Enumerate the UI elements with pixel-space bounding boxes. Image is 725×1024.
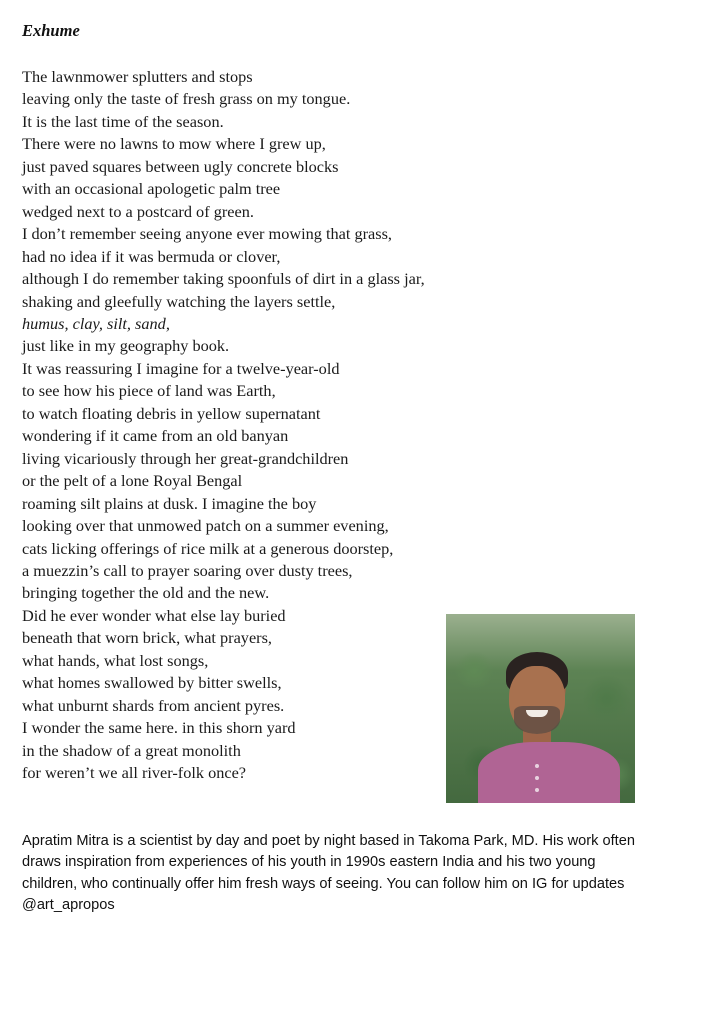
author-bio [22,831,702,917]
poem-line: living vicariously through her great-grandchildren [22,448,349,468]
poem-line: cats licking offerings of rice milk at a generous doorstep, [22,538,394,558]
photo-shirt-button [535,764,539,768]
poem-line: The lawnmower splutters and stops [22,67,253,86]
bio-line: children, who continually offer him fresh ways of seeing. You can follow him on IG for updates [22,875,625,892]
poem-body [22,66,425,785]
poem-line: what hands, what lost songs, [22,650,209,670]
poem-line: roaming silt plains at dusk. I imagine the boy [22,493,317,513]
poem-line: just like in my geography book. [22,336,230,356]
poem-line: wondering if it came from an old banyan [22,426,289,446]
poem-line: what unburnt shards from ancient pyres. [22,695,285,715]
poem-line: what homes swallowed by bitter swells, [22,673,282,693]
poem-title: Exhume [22,21,80,40]
poem-line: leaving only the taste of fresh grass on my tongue. [22,89,351,109]
poem-line: wedged next to a postcard of green. [22,201,254,221]
poem-line: I wonder the same here. in this shorn yard [22,718,296,738]
poem-line: I don’t remember seeing anyone ever mowing that grass, [22,224,392,244]
photo-shirt-button [535,776,539,780]
poem-line: Did he ever wonder what else lay buried [22,605,286,625]
photo-shirt [478,742,620,803]
poem-line: to watch floating debris in yellow supernatant [22,403,321,423]
poem-line: for weren’t we all river-folk once? [22,763,247,783]
poem-line: with an occasional apologetic palm tree [22,179,281,199]
photo-shirt-button [535,788,539,792]
photo-smile [526,710,548,717]
bio-handle: @art_apropos [22,897,115,914]
poem-line: shaking and gleefully watching the layers settle, [22,291,336,311]
poem-line: There were no lawns to mow where I grew up, [22,134,326,154]
poem-line: or the pelt of a lone Royal Bengal [22,471,243,491]
bio-line: draws inspiration from experiences of his youth in 1990s eastern India and his two young [22,854,596,871]
poem-line: beneath that worn brick, what prayers, [22,628,273,648]
poem-line: to see how his piece of land was Earth, [22,381,276,401]
poem-line: in the shadow of a great monolith [22,740,241,760]
poem-line: bringing together the old and the new. [22,583,270,603]
poem-line: just paved squares between ugly concrete blocks [22,156,339,176]
poem-line: It was reassuring I imagine for a twelve-year-old [22,358,340,378]
poem-line: It is the last time of the season. [22,111,224,131]
poem-line: looking over that unmowed patch on a summer evening, [22,516,389,536]
author-photo [446,614,635,803]
poem-line: had no idea if it was bermuda or clover, [22,246,281,266]
poem-line: humus, clay, silt, sand, [22,313,170,333]
poem-line: although I do remember taking spoonfuls of dirt in a glass jar, [22,269,425,289]
poem-line: a muezzin’s call to prayer soaring over dusty trees, [22,560,353,580]
bio-line: Apratim Mitra is a scientist by day and poet by night based in Takoma Park, MD. His work often [22,833,635,849]
